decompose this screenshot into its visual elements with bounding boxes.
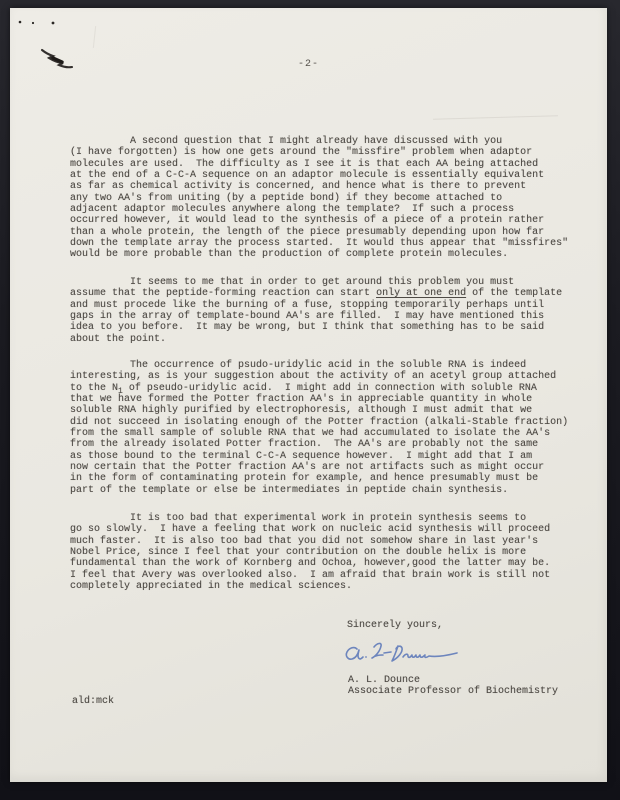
paper-crease — [433, 115, 558, 119]
page-number: -2- — [297, 59, 319, 70]
closing-salutation: Sincerely yours, — [347, 620, 444, 631]
signature-block — [348, 675, 558, 698]
ink-smudge — [10, 8, 110, 88]
paragraph-2: It seems to me that in order to get around this problem you must assume that the peptide-forming reaction can start only at one end of the template and must procede like the burning of a fuse, stopping temporarily perhaps until gaps in the array of template-bound AA's are filled. I may have mentioned this idea to you before. It may be wrong, but I think that something has to be said about the point. — [70, 277, 563, 345]
handwritten-signature — [343, 638, 463, 670]
typed-signer-title: Associate Professor of Biochemistry — [348, 686, 559, 698]
paragraph-4: It is too bad that experimental work in protein synthesis seems to go so slowly. I have a feeling that work on nucleic acid synthesis will proceed much faster. It is also too bad that you did not somehow share in last year's Nobel Price, since I feel that your contribution on the double helix is more fundamental than the work of Kornberg and Ochoa, however,good the latter may be. I feel that Avery was overlooked also. I am afraid that brain work is still not completely appreciated in the medical sciences. — [70, 513, 551, 592]
paragraph-1: A second question that I might already have discussed with you (I have forgotten) is how one gets around the "missfire" problem when adaptor molecules are used. The difficulty as I see it is that each AA being attached at the end of a C-C-A sequence on an adaptor molecule is essentially equivalent as far as chemical activity is concerned, and hence what is there to prevent any two AA's from uniting (by a peptide bond) if they become attached to adjacent adaptor molecules anywhere along the template? If such a process occurred however, it would lead to the synthesis of a piece of a protein rather than a whole protein, the length of the piece presumably depending upon how far down the template array the process started. It would thus appear that "missfires" would be more probable than the production of complete protein molecules. — [70, 136, 569, 261]
typed-signer-name: A. L. Dounce — [348, 675, 421, 686]
paragraph-3: The occurrence of psudo-uridylic acid in the soluble RNA is indeed interesting, as is your suggestion about the activity of an acetyl group attached to the $N_1$ of pseudo-uridylic acid. I might add in connection with soluble RNA that we have formed the Potter fraction AA's in appreciable quantity in whole soluble RNA highly purified by electrophoresis, although I must admit that we did not succeed in isolating enough of the Potter fraction (alkali-Stable fraction) from the small sample of soluble RNA that we had accumulated to isolate the AA's from the already isolated Potter fraction. The AA's are probably not the same as those bound to the terminal C-C-A sequence however. I might add that I am now certain that the Potter fraction AA's are not artifacts such as might occur in the form of contaminating protein for example, and hence presumably must be part of the template or else be intermediates in peptide chain synthesis. — [70, 360, 569, 496]
typist-initials: ald:mck — [72, 696, 115, 707]
letter-paper — [10, 8, 607, 782]
